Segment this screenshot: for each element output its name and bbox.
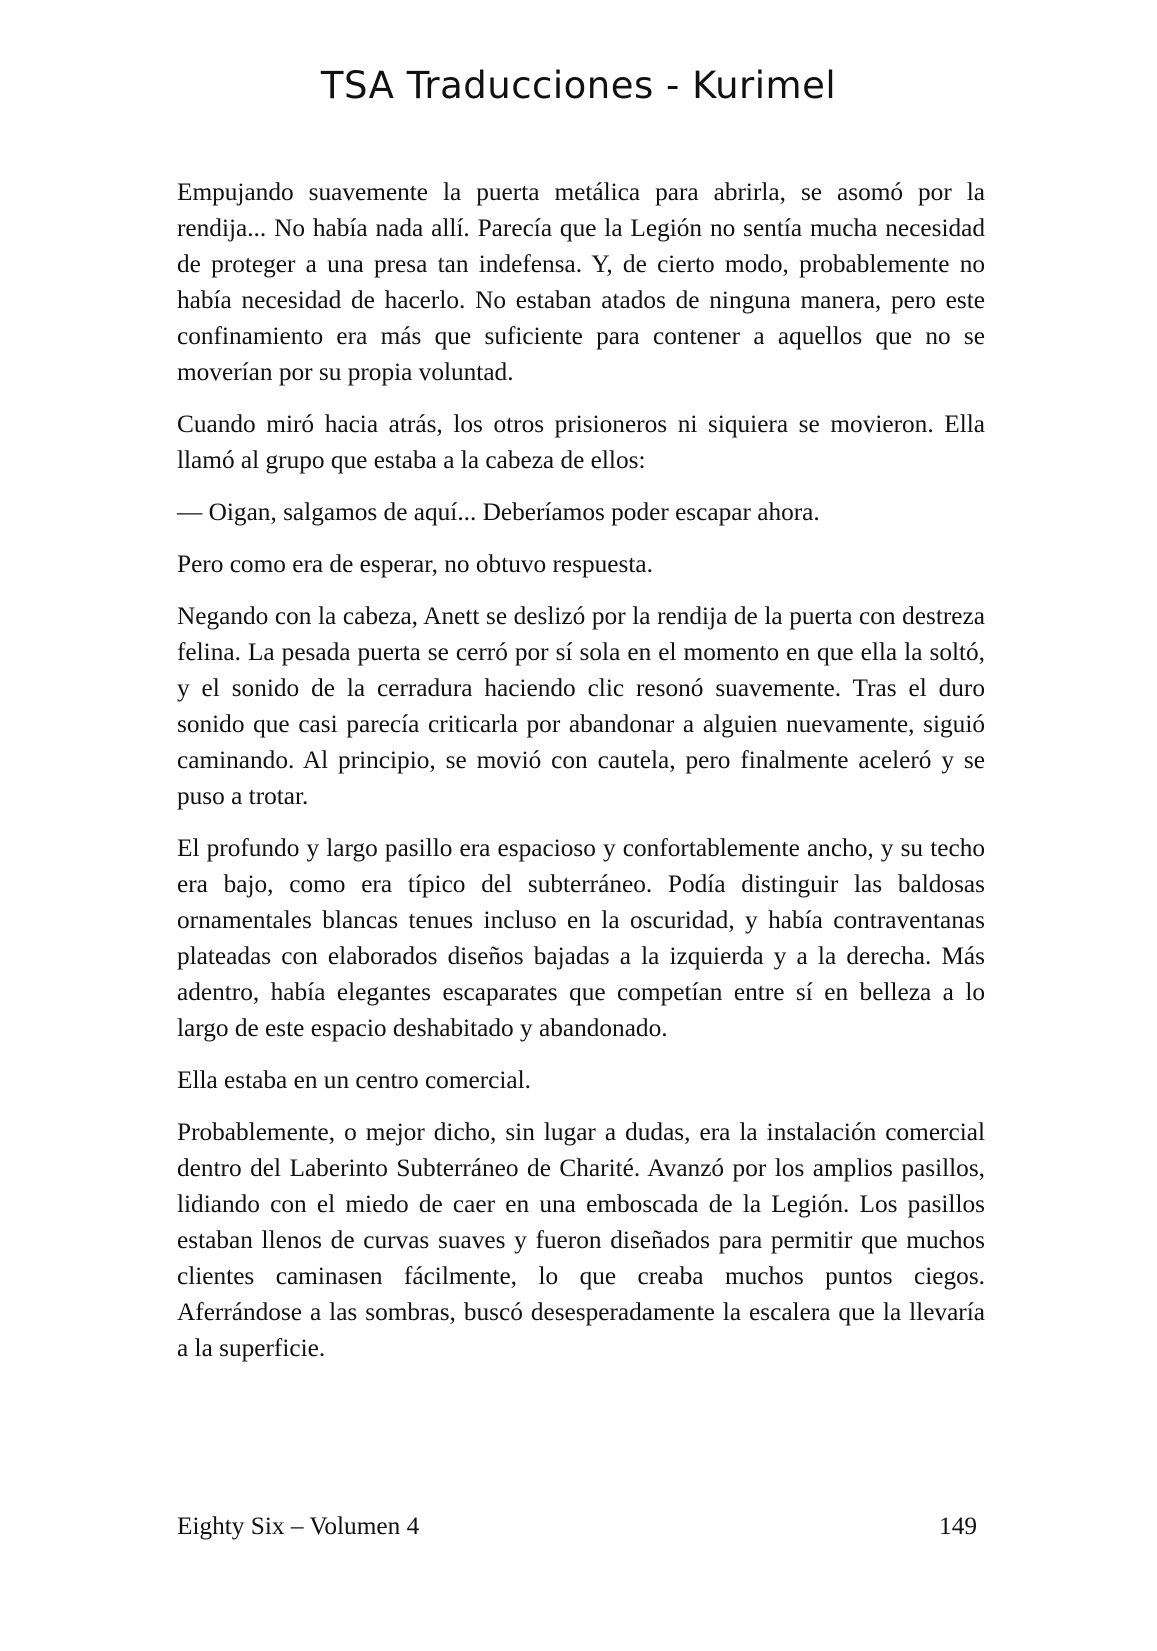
paragraph: El profundo y largo pasillo era espacioso y confortablemente ancho, y su techo era bajo, como era típico del subterráneo. Podía distinguir las baldosas ornamentales blancas tenues incluso en la oscuridad, y había contraventanas plateadas con elaborados diseños bajadas a la izquierda y a la derecha. Más adentro, había elegantes escaparates que competían entre sí en belleza a lo largo de este espacio deshabitado y abandonado. xyxy=(177,834,985,1042)
paragraph: Ella estaba en un centro comercial. xyxy=(177,1066,531,1094)
body-text xyxy=(177,174,985,1382)
footer-book-title: Eighty Six – Volumen 4 xyxy=(177,1512,420,1540)
paragraph: Pero como era de esperar, no obtuvo respuesta. xyxy=(177,550,653,578)
paragraph: Probablemente, o mejor dicho, sin lugar a dudas, era la instalación comercial dentro del Laberinto Subterráneo de Charité. Avanzó por los amplios pasillos, lidiando con el miedo de caer en una emboscada de la Legión. Los pasillos estaban llenos de curvas suaves y fueron diseñados para permitir que muchos clientes caminasen fácilmente, lo que creaba muchos puntos ciegos. Aferrándose a las sombras, buscó desesperadamente la escalera que la llevaría a la superficie. xyxy=(177,1118,985,1362)
paragraph: Cuando miró hacia atrás, los otros prisioneros ni siquiera se movieron. Ella llamó al grupo que estaba a la cabeza de ellos: xyxy=(177,410,985,474)
paragraph: Empujando suavemente la puerta metálica para abrirla, se asomó por la rendija... No había nada allí. Parecía que la Legión no sentía mucha necesidad de proteger a una presa tan indefensa. Y, de cierto modo, probablemente no había necesidad de hacerlo. No estaban atados de ninguna manera, pero este confinamiento era más que suficiente para contener a aquellos que no se moverían por su propia voluntad. xyxy=(177,178,985,386)
footer-page-number: 149 xyxy=(939,1512,977,1540)
page-header-title: TSA Traducciones - Kurimel xyxy=(320,64,837,107)
dialogue-paragraph: — Oigan, salgamos de aquí... Deberíamos poder escapar ahora. xyxy=(177,498,820,526)
paragraph: Negando con la cabeza, Anett se deslizó por la rendija de la puerta con destreza felina. La pesada puerta se cerró por sí sola en el momento en que ella la soltó, y el sonido de la cerradura haciendo clic resonó suavemente. Tras el duro sonido que casi parecía criticarla por abandonar a alguien nuevamente, siguió caminando. Al principio, se movió con cautela, pero finalmente aceleró y se puso a trotar. xyxy=(177,602,985,810)
